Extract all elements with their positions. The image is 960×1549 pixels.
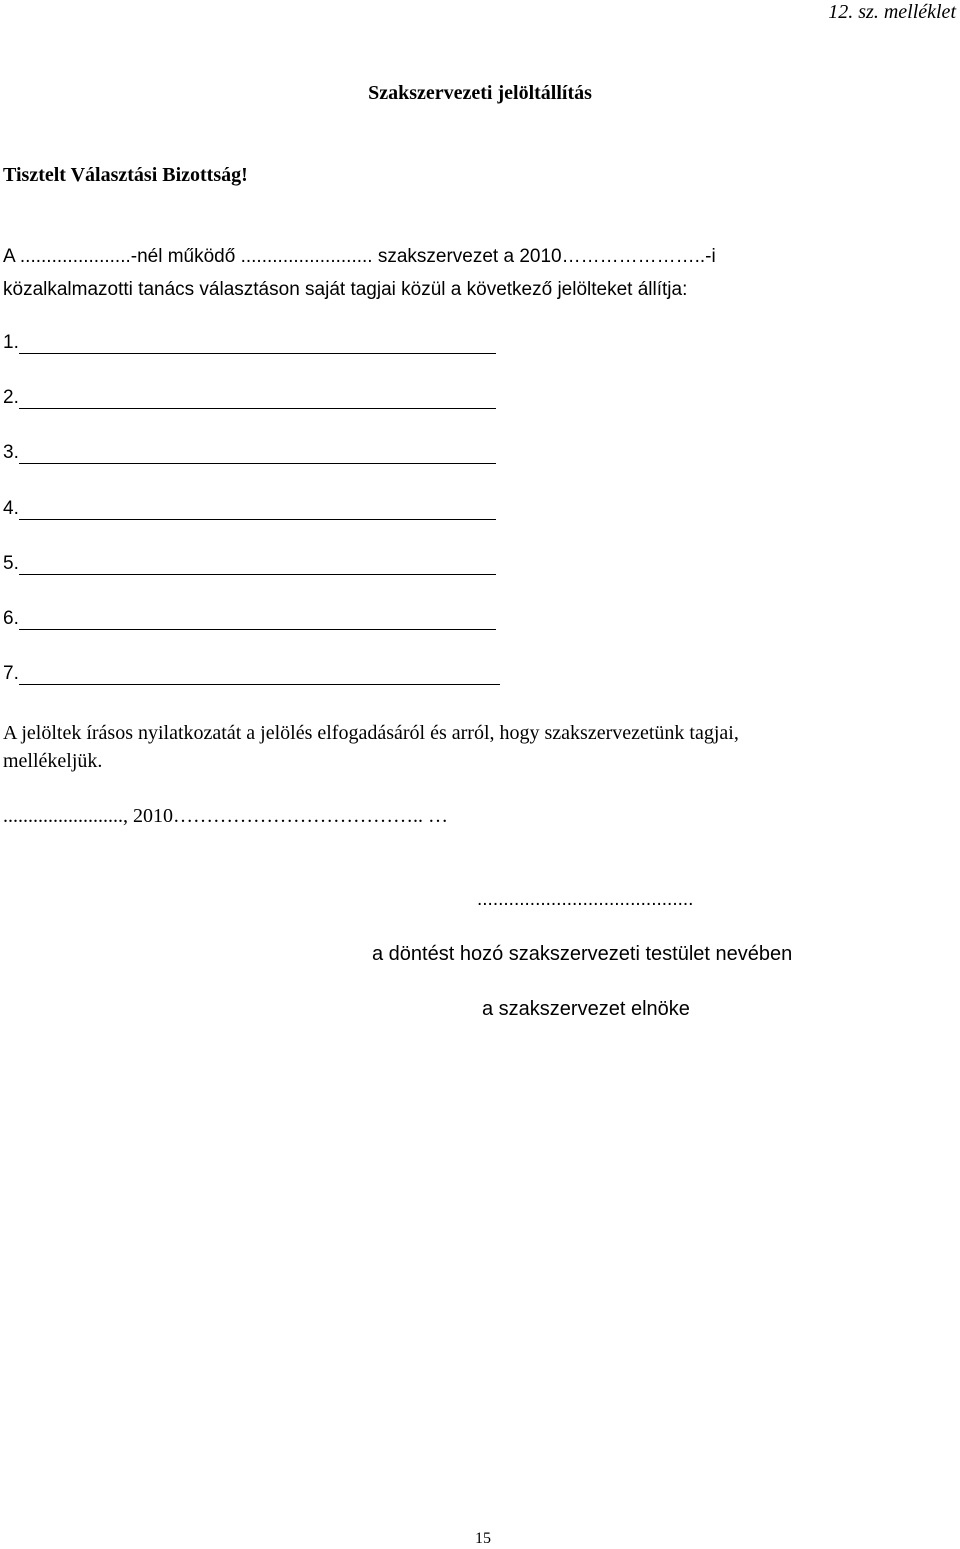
candidate-number: 5. [3,553,19,574]
place-date-line: ........................, 2010……………………………….. … [3,805,448,827]
candidate-slot-7 [3,657,500,685]
candidate-number: 3. [3,442,19,463]
candidate-number: 1. [3,332,19,353]
candidate-slot-1 [3,326,496,354]
candidate-blank-line [19,519,496,520]
salutation: Tisztelt Választási Bizottság! [3,164,248,186]
candidate-number: 6. [3,608,19,629]
candidate-slot-2 [3,381,496,409]
candidate-blank-line [19,629,496,630]
candidate-blank-line [19,408,496,409]
statement-line-2: mellékeljük. [3,750,103,772]
candidate-slot-3 [3,436,496,464]
statement-line-1: A jelöltek írásos nyilatkozatát a jelölés elfogadásáról és arról, hogy szakszervezetünk tagjai, [3,722,739,744]
candidate-blank-line [19,574,496,575]
intro-line-2: közalkalmazotti tanács választáson saját tagjai közül a következő jelölteket állítja: [3,279,688,300]
signature-caption-body: a döntést hozó szakszervezeti testület nevében [372,943,793,965]
candidate-number: 4. [3,498,19,519]
annex-label: 12. sz. melléklet [828,1,956,23]
candidate-blank-line [19,353,496,354]
candidate-slot-5 [3,547,496,575]
signature-caption-role: a szakszervezet elnöke [482,998,690,1020]
candidate-blank-line [19,684,500,685]
candidate-slot-4 [3,492,496,520]
intro-line-1: A .....................-nél működő ......................... szakszervezet a 2010…………………..-i [3,246,716,267]
candidate-number: 7. [3,663,19,684]
candidate-blank-line [19,463,496,464]
document-title: Szakszervezeti jelöltállítás [368,82,592,104]
page-number: 15 [475,1530,491,1547]
candidate-number: 2. [3,387,19,408]
signature-dots: ......................................... [477,889,694,910]
candidate-slot-6 [3,602,496,630]
